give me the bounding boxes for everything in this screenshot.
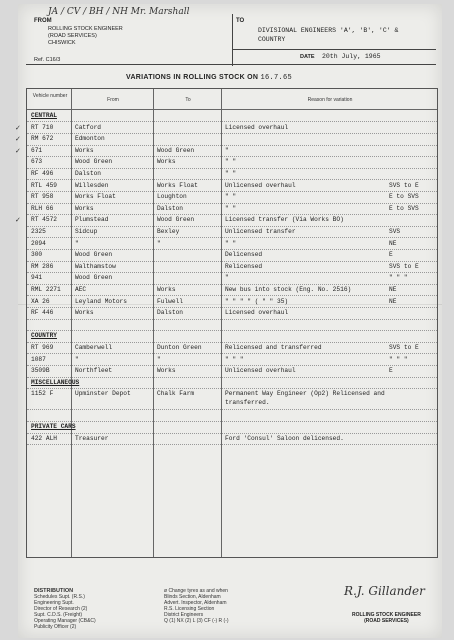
reference: Ref. C16/3 — [34, 57, 61, 63]
code-cell: NE — [389, 239, 397, 247]
vehicle-number: RF 446 — [31, 309, 54, 317]
distribution-title: DISTRIBUTION — [34, 588, 74, 594]
reason-cell: Relicensed and transferred — [225, 344, 322, 351]
from-address — [48, 26, 123, 47]
from-label: FROM — [34, 18, 52, 24]
section-heading — [27, 331, 437, 342]
vehicle-number: RM 672 — [31, 135, 54, 143]
to-cell: Works Float — [157, 181, 198, 189]
code-cell: SVS to E — [389, 181, 419, 189]
distribution-list — [34, 588, 96, 630]
vehicle-number: XA 26 — [31, 297, 50, 305]
reason-cell: " " — [225, 239, 237, 247]
page-title — [126, 74, 292, 82]
section-label: MISCELLANEOUS — [31, 378, 80, 386]
reason-cell: Permanent Way Engineer (Op2) Relicensed and transferred. — [225, 390, 385, 407]
check-mark-icon: ✓ — [15, 135, 21, 144]
code-cell: E — [389, 251, 393, 259]
from-cell: " — [75, 239, 79, 247]
header-divider — [26, 64, 436, 65]
vehicle-number: RT 710 — [31, 123, 54, 131]
vehicle-number: 3509B — [31, 367, 50, 375]
signer-line: ROLLING STOCK ENGINEER — [352, 612, 421, 618]
from-line: (ROAD SERVICES) — [48, 33, 97, 39]
to-cell: Dalston — [157, 204, 183, 212]
table-row — [27, 389, 437, 410]
date-label: DATE — [300, 54, 315, 60]
to-cell: Works — [157, 158, 176, 166]
reason-cell: Licensed overhaul — [225, 309, 289, 317]
table-row — [27, 366, 437, 377]
from-cell: Camberwell — [75, 344, 113, 351]
from-cell: Works — [75, 204, 94, 212]
code-cell: E — [389, 367, 393, 375]
vehicle-number: RT 4572 — [31, 216, 57, 224]
col-header-from: From — [107, 97, 119, 103]
vehicle-number: RF 496 — [31, 170, 54, 177]
from-cell: Catford — [75, 123, 101, 131]
code-cell: E to SVS — [389, 204, 419, 212]
vehicle-number: 300 — [31, 251, 43, 259]
distribution-item: Publicity Officer (2) — [34, 624, 77, 630]
table-row — [27, 285, 437, 296]
table-row — [27, 157, 437, 168]
code-cell: SVS to E — [389, 262, 419, 270]
check-mark-icon: ✓ — [15, 146, 21, 155]
table-row — [27, 192, 437, 203]
from-cell: Dalston — [75, 170, 101, 177]
reason-cell: Unlicensed transfer — [225, 228, 296, 235]
from-cell: Walthamstow — [75, 262, 116, 270]
section-heading — [27, 422, 437, 433]
date-value: 20th July, 1965 — [322, 53, 381, 60]
to-cell: Loughton — [157, 193, 187, 201]
to-cell: Wood Green — [157, 146, 195, 154]
table-row — [15, 123, 437, 134]
distribution-item: Blinds Section, Aldenham — [164, 594, 221, 600]
to-cell: Works — [157, 367, 176, 375]
from-cell: Northfleet — [75, 367, 113, 375]
from-line: ROLLING STOCK ENGINEER — [48, 26, 123, 32]
code-cell: " " " — [389, 355, 408, 363]
reason-cell: " " — [225, 170, 237, 177]
from-cell: " — [75, 355, 79, 363]
signature: R.J. Gillander — [344, 584, 425, 598]
signer-title — [352, 612, 421, 624]
from-cell: AEC — [75, 286, 87, 293]
code-cell: NE — [389, 286, 397, 293]
distribution-item: R.S. Licensing Section — [164, 606, 215, 612]
vehicle-number: RLH 66 — [31, 204, 54, 212]
check-mark-icon: ✓ — [15, 216, 21, 225]
to-cell: Wood Green — [157, 216, 195, 224]
header-divider — [232, 49, 436, 50]
reason-cell: " — [225, 274, 229, 282]
table-row — [15, 215, 437, 226]
header-divider — [232, 14, 233, 66]
distribution-item: Q (1) NX (2) L (3) CF (-) R (-) — [164, 618, 229, 624]
reason-cell: Unlicensed overhaul — [225, 181, 296, 189]
blank-row — [27, 411, 437, 422]
reason-cell: " " " " ( " " 35) — [225, 297, 289, 305]
vehicle-number: 941 — [31, 274, 43, 282]
handwritten-initials: JA / CV / BH / NH Mr. Marshall — [48, 7, 190, 17]
vehicle-number: 2325 — [31, 228, 46, 235]
reason-cell: New bus into stock (Eng. No. 2516) — [225, 286, 352, 293]
reason-cell: Ford 'Consul' Saloon delicensed. — [225, 434, 344, 442]
document-sheet — [15, 4, 442, 638]
from-cell: Wood Green — [75, 274, 113, 282]
reason-cell: Licensed transfer (Via Works BO) — [225, 216, 344, 224]
table-row — [27, 343, 437, 354]
table-row — [27, 434, 437, 445]
table-row — [27, 239, 437, 250]
title-text: VARIATIONS IN ROLLING STOCK ON — [126, 74, 259, 81]
distribution-list-right — [164, 588, 229, 624]
table-row — [15, 134, 437, 145]
to-cell: Bexley — [157, 228, 180, 235]
vehicle-number: 2094 — [31, 239, 46, 247]
distribution-item: Operating Manager (CB&C) — [34, 618, 96, 624]
vehicle-number: 671 — [31, 146, 43, 154]
table-row — [15, 146, 437, 157]
from-line: CHISWICK — [48, 40, 76, 46]
to-label: TO — [236, 18, 245, 24]
col-header-reason: Reason for variation — [307, 97, 353, 103]
from-cell: Treasurer — [75, 434, 109, 442]
tyre-note: ø Change tyres as and when — [164, 588, 228, 594]
from-cell: Wood Green — [75, 158, 113, 166]
from-cell: Leyland Motors — [75, 297, 127, 305]
section-label: PRIVATE CARS — [31, 423, 76, 431]
col-header-vehicle: Vehicle number — [32, 93, 68, 99]
to-cell: Works — [157, 286, 176, 293]
reason-cell: " — [225, 146, 229, 154]
reason-cell: " " " — [225, 355, 244, 363]
table-row — [27, 273, 437, 284]
reason-cell: " " — [225, 193, 237, 201]
code-cell: E to SVS — [389, 193, 419, 201]
code-cell: SVS to E — [389, 344, 419, 351]
to-cell: Dunton Green — [157, 344, 202, 351]
vehicle-number: RML 2271 — [31, 286, 61, 293]
table-row — [27, 227, 437, 238]
from-cell: Wood Green — [75, 251, 113, 259]
table-row — [27, 169, 437, 180]
to-address — [258, 26, 398, 44]
vehicle-number: 673 — [31, 158, 43, 166]
reason-cell: Relicensed — [225, 262, 263, 270]
vehicle-number: RT 958 — [31, 193, 54, 201]
section-label: CENTRAL — [31, 112, 57, 119]
reason-cell: Licensed overhaul — [225, 123, 289, 131]
to-cell: " — [157, 355, 161, 363]
vehicle-number: 422 ALH — [31, 434, 57, 442]
title-date: 16.7.65 — [260, 74, 293, 82]
table-row — [27, 308, 437, 319]
code-cell: NE — [389, 297, 397, 305]
distribution-item: Director of Research (2) — [34, 606, 88, 612]
to-line: DIVISIONAL ENGINEERS 'A', 'B', 'C' & — [258, 27, 399, 34]
reason-cell: Unlicensed overhaul — [225, 367, 296, 375]
to-cell: Dalston — [157, 309, 183, 317]
check-mark-icon: ✓ — [15, 123, 21, 132]
table-row — [27, 262, 437, 273]
distribution-item: Supt. C.D.S. (Freight) — [34, 612, 83, 618]
vehicle-number: RTL 459 — [31, 181, 57, 189]
from-cell: Plumstead — [75, 216, 109, 224]
to-cell: Fulwell — [157, 297, 183, 305]
distribution-item: Advert. Inspector, Aldenham — [164, 600, 227, 606]
table-row — [27, 204, 437, 215]
from-cell: Willesden — [75, 181, 109, 189]
from-cell: Works Float — [75, 193, 116, 201]
from-cell: Upminster Depot — [75, 390, 131, 398]
from-cell: Works — [75, 309, 94, 317]
section-heading — [27, 378, 437, 389]
to-line: COUNTRY — [258, 36, 286, 43]
from-cell: Works — [75, 146, 94, 154]
signer-line: (ROAD SERVICES) — [364, 618, 409, 624]
header-separator — [27, 109, 437, 110]
vehicle-number: RT 969 — [31, 344, 54, 351]
from-cell: Edmonton — [75, 135, 105, 143]
to-cell: " — [157, 239, 161, 247]
col-header-to: To — [185, 97, 191, 103]
reason-cell: Delicensed — [225, 251, 263, 259]
to-cell: Chalk Farm — [157, 390, 195, 398]
from-cell: Sidcup — [75, 228, 98, 235]
distribution-item: Schedules Supt. (R.S.) — [34, 594, 85, 600]
distribution-item: Engineering Supt. — [34, 600, 74, 606]
reason-cell: " " — [225, 204, 237, 212]
variations-table — [15, 88, 438, 558]
table-row — [27, 355, 437, 366]
code-cell: SVS — [389, 228, 401, 235]
section-heading — [27, 111, 437, 122]
code-cell: " " " — [389, 274, 408, 282]
blank-row — [27, 320, 437, 331]
distribution-item: District Engineers — [164, 612, 204, 618]
table-row — [27, 250, 437, 261]
vehicle-number: 1152 F — [31, 390, 54, 398]
table-row — [27, 181, 437, 192]
section-label: COUNTRY — [31, 332, 57, 340]
table-row — [27, 297, 437, 308]
vehicle-number: RM 286 — [31, 262, 54, 270]
vehicle-number: 1087 — [31, 355, 46, 363]
reason-cell: " " — [225, 158, 237, 166]
